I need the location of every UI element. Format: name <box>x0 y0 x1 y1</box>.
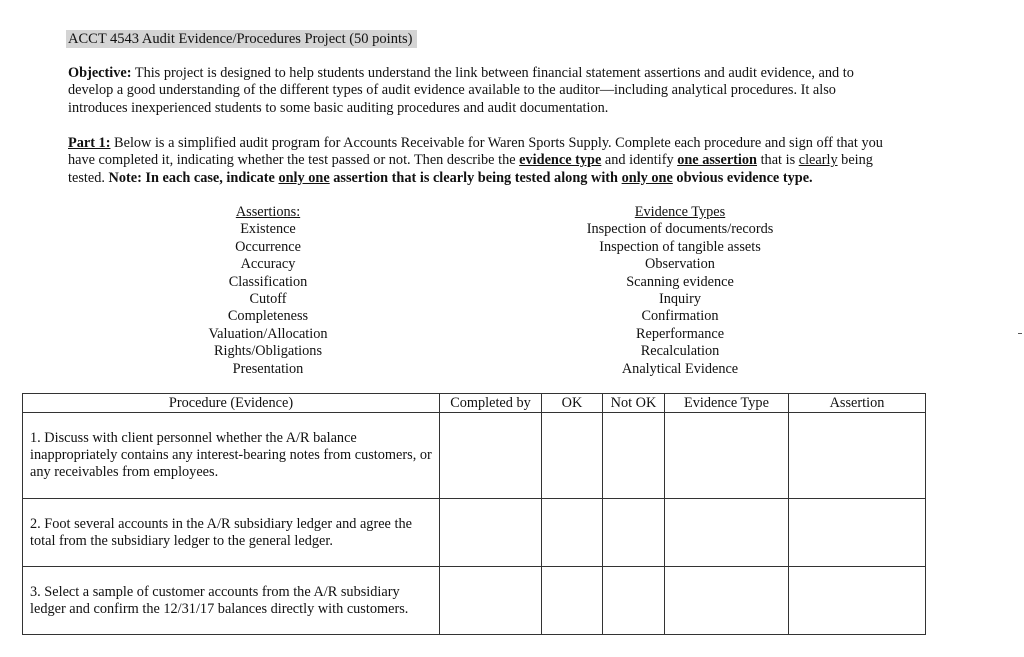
note-text-b: assertion that is clearly being tested along with <box>329 169 622 186</box>
evidence-type-item: Scanning evidence <box>626 273 734 290</box>
objective-label: Objective: <box>68 65 132 81</box>
evidence-type-item: Recalculation <box>640 343 720 360</box>
assertions-heading: Assertions: <box>235 204 301 220</box>
evidence-types-list <box>530 204 830 378</box>
note-text-c: obvious evidence type. <box>672 169 813 186</box>
assertion-cell[interactable] <box>789 567 926 635</box>
assertion-cell[interactable] <box>789 413 926 499</box>
header-completed-by: Completed by <box>440 394 542 413</box>
not-ok-cell[interactable] <box>603 413 665 499</box>
header-evidence-type: Evidence Type <box>665 394 789 413</box>
evidence-type-item: Analytical Evidence <box>621 360 739 377</box>
evidence-type-item: Inspection of documents/records <box>586 221 774 238</box>
table-header-row <box>23 394 926 413</box>
procedure-text: 3. Select a sample of customer accounts from the A/R subsidiary ledger and confirm the 12/31/17 balances directly with customers. <box>30 584 409 617</box>
assertion-item: Existence <box>240 221 296 238</box>
only-one-emphasis-2: only one <box>621 169 673 186</box>
part1-text-a: Below is a simplified audit program for Accounts Receivable for Waren Sports Supply. Complete each procedure and sign off that you have completed it, indicating whether the test passed or not. Then describe the <box>68 135 883 169</box>
audit-program-table <box>22 393 926 635</box>
part1-text-d: being tested. <box>68 152 873 186</box>
procedure-text: 2. Foot several accounts in the A/R subsidiary ledger and agree the total from the subsidiary ledger to the general ledger. <box>30 516 412 549</box>
assertion-item: Valuation/Allocation <box>208 325 328 342</box>
ok-cell[interactable] <box>542 567 603 635</box>
header-procedure: Procedure (Evidence) <box>23 394 440 413</box>
part1-label: Part 1: <box>68 135 111 151</box>
note-text-a: Note: In each case, indicate <box>108 169 279 186</box>
clearly-emphasis: clearly <box>798 152 838 169</box>
table-row <box>23 413 926 499</box>
assertion-item: Occurrence <box>235 238 301 255</box>
evidence-type-item: Inquiry <box>658 290 702 307</box>
assertion-item: Accuracy <box>240 256 296 273</box>
assertion-item: Rights/Obligations <box>213 343 323 360</box>
header-assertion: Assertion <box>789 394 926 413</box>
objective-paragraph <box>68 65 888 117</box>
evidence-type-emphasis: evidence type <box>519 152 602 169</box>
procedure-cell <box>23 499 440 567</box>
ok-cell[interactable] <box>542 413 603 499</box>
procedure-cell <box>23 567 440 635</box>
assertion-item: Cutoff <box>249 290 287 307</box>
one-assertion-emphasis: one assertion <box>677 152 758 169</box>
header-not-ok: Not OK <box>603 394 665 413</box>
assertion-item: Classification <box>228 273 308 290</box>
assertions-list <box>150 204 386 378</box>
evidence-type-item: Reperformance <box>635 325 725 342</box>
part1-text-b: and identify <box>601 152 678 169</box>
part1-paragraph <box>68 135 888 187</box>
not-ok-cell[interactable] <box>603 499 665 567</box>
ok-cell[interactable] <box>542 499 603 567</box>
evidence-type-item: Confirmation <box>641 308 719 325</box>
procedure-cell <box>23 413 440 499</box>
page-title: ACCT 4543 Audit Evidence/Procedures Project (50 points) <box>66 30 417 48</box>
header-ok: OK <box>542 394 603 413</box>
table-row <box>23 499 926 567</box>
assertion-item: Completeness <box>227 308 309 325</box>
margin-mark <box>1018 333 1022 334</box>
not-ok-cell[interactable] <box>603 567 665 635</box>
evidence-type-cell[interactable] <box>665 413 789 499</box>
evidence-type-item: Inspection of tangible assets <box>599 238 761 255</box>
completed-by-cell[interactable] <box>440 413 542 499</box>
completed-by-cell[interactable] <box>440 567 542 635</box>
completed-by-cell[interactable] <box>440 499 542 567</box>
objective-text: This project is designed to help students understand the link between financial statement assertions and audit evidence, and to develop a good understanding of the different types of audit evidence available to the auditor—including analytical procedures. It also introduces inexperienced students to some basic auditing procedures and audit documentation. <box>68 65 854 116</box>
procedure-text: 1. Discuss with client personnel whether the A/R balance inappropriately contains any interest-bearing notes from customers, or any receivables from employees. <box>30 430 432 480</box>
part1-text-c: that is <box>757 152 799 169</box>
evidence-types-heading: Evidence Types <box>634 204 726 220</box>
table-row <box>23 567 926 635</box>
assertion-item: Presentation <box>232 360 304 377</box>
evidence-type-cell[interactable] <box>665 499 789 567</box>
assertion-cell[interactable] <box>789 499 926 567</box>
only-one-emphasis-1: only one <box>278 169 330 186</box>
evidence-type-item: Observation <box>645 256 715 273</box>
evidence-type-cell[interactable] <box>665 567 789 635</box>
